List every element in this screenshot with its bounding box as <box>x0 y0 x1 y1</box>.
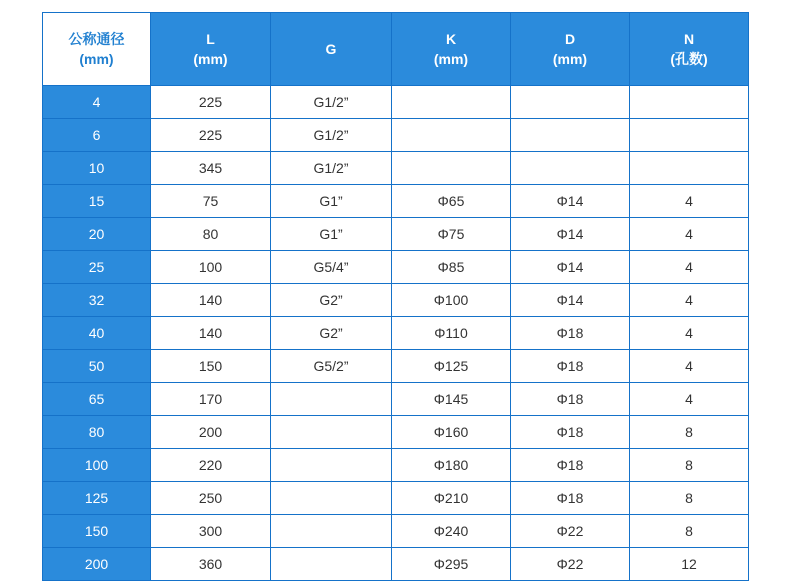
cell-text: Φ18 <box>556 457 584 473</box>
cell-value <box>151 251 271 284</box>
cell-nominal-diameter <box>43 152 151 185</box>
cell-value <box>271 515 392 548</box>
cell-value <box>630 218 749 251</box>
column-header-nominal-diameter <box>43 13 151 86</box>
cell-text: 220 <box>198 457 223 473</box>
cell-nominal-diameter <box>43 218 151 251</box>
cell-value <box>151 383 271 416</box>
cell-value <box>630 548 749 581</box>
cell-value <box>511 251 630 284</box>
cell-text: 4 <box>685 391 693 407</box>
table-row <box>43 383 749 416</box>
cell-value <box>392 86 511 119</box>
cell-text: 4 <box>685 226 693 242</box>
column-header-k <box>392 13 511 86</box>
cell-value <box>392 416 511 449</box>
cell-text: G1” <box>319 226 343 242</box>
table-row <box>43 515 749 548</box>
cell-text: 40 <box>88 325 105 341</box>
cell-nominal-diameter <box>43 350 151 383</box>
cell-nominal-diameter <box>43 416 151 449</box>
cell-text: 8 <box>685 424 693 440</box>
cell-value <box>392 284 511 317</box>
cell-text: 360 <box>198 556 223 572</box>
table-row <box>43 185 749 218</box>
cell-value <box>271 119 392 152</box>
cell-value <box>630 251 749 284</box>
cell-value <box>271 86 392 119</box>
cell-value <box>151 317 271 350</box>
cell-text: G2” <box>319 325 343 341</box>
cell-text: 200 <box>198 424 223 440</box>
cell-value <box>151 185 271 218</box>
cell-value <box>392 350 511 383</box>
cell-value <box>630 383 749 416</box>
cell-value <box>271 416 392 449</box>
cell-value <box>630 185 749 218</box>
cell-value <box>511 449 630 482</box>
cell-text: Φ210 <box>433 490 469 506</box>
cell-text: 75 <box>202 193 219 209</box>
cell-value <box>151 218 271 251</box>
table-header <box>43 13 749 86</box>
cell-text: G1/2” <box>313 160 349 176</box>
cell-text: 65 <box>88 391 105 407</box>
cell-value <box>511 383 630 416</box>
cell-text: 4 <box>685 259 693 275</box>
cell-text: 300 <box>198 523 223 539</box>
cell-text: 25 <box>88 259 105 275</box>
cell-value <box>392 482 511 515</box>
cell-text: 150 <box>198 358 223 374</box>
cell-value <box>151 284 271 317</box>
cell-text: 10 <box>88 160 105 176</box>
cell-text: Φ75 <box>437 226 465 242</box>
cell-nominal-diameter <box>43 482 151 515</box>
column-header-l-label: L <box>206 30 215 47</box>
cell-text: 140 <box>198 325 223 341</box>
cell-text: G5/4” <box>313 259 349 275</box>
cell-text: 225 <box>198 127 223 143</box>
cell-text: G1/2” <box>313 94 349 110</box>
cell-text: Φ18 <box>556 424 584 440</box>
table-row <box>43 251 749 284</box>
cell-value <box>151 449 271 482</box>
cell-text: G1/2” <box>313 127 349 143</box>
cell-text: Φ295 <box>433 556 469 572</box>
column-header-nominal-diameter-unit: (mm) <box>79 51 114 67</box>
cell-text: Φ85 <box>437 259 465 275</box>
cell-text: 250 <box>198 490 223 506</box>
cell-text: Φ180 <box>433 457 469 473</box>
cell-text: 4 <box>685 358 693 374</box>
cell-value <box>271 152 392 185</box>
cell-value <box>511 218 630 251</box>
cell-value <box>271 548 392 581</box>
cell-nominal-diameter <box>43 383 151 416</box>
cell-text: Φ110 <box>434 325 468 341</box>
cell-text: 4 <box>92 94 101 110</box>
cell-value <box>271 449 392 482</box>
table-row <box>43 284 749 317</box>
table-row <box>43 350 749 383</box>
column-header-k-unit: (mm) <box>433 51 469 67</box>
cell-value <box>392 251 511 284</box>
column-header-l <box>151 13 271 86</box>
column-header-k-label: K <box>445 30 457 47</box>
cell-value <box>392 218 511 251</box>
cell-text: 125 <box>84 490 109 506</box>
table-row <box>43 482 749 515</box>
cell-value <box>511 482 630 515</box>
cell-text: Φ18 <box>556 391 584 407</box>
cell-text: 8 <box>685 523 693 539</box>
cell-value <box>392 449 511 482</box>
cell-nominal-diameter <box>43 548 151 581</box>
cell-value <box>151 119 271 152</box>
cell-value <box>392 119 511 152</box>
cell-value <box>511 317 630 350</box>
cell-text: 20 <box>88 226 105 242</box>
cell-value <box>630 350 749 383</box>
column-header-d-label: D <box>564 30 576 47</box>
cell-text: Φ14 <box>556 259 584 275</box>
cell-text: Φ65 <box>437 193 465 209</box>
cell-value <box>511 284 630 317</box>
cell-text: Φ145 <box>433 391 469 407</box>
cell-text: 4 <box>685 292 693 308</box>
cell-value <box>392 515 511 548</box>
cell-text: Φ14 <box>556 193 584 209</box>
cell-text: 100 <box>84 457 109 473</box>
cell-value <box>271 218 392 251</box>
cell-text: 6 <box>92 127 101 143</box>
cell-nominal-diameter <box>43 86 151 119</box>
table-row <box>43 416 749 449</box>
cell-value <box>151 152 271 185</box>
cell-value <box>271 383 392 416</box>
column-header-l-unit: (mm) <box>193 51 228 67</box>
cell-text: 50 <box>88 358 105 374</box>
column-header-g <box>271 13 392 86</box>
cell-text: 12 <box>681 556 697 572</box>
cell-text: 225 <box>198 94 223 110</box>
cell-value <box>511 515 630 548</box>
column-header-d <box>511 13 630 86</box>
cell-value <box>271 284 392 317</box>
cell-text: 8 <box>685 457 693 473</box>
table-row <box>43 152 749 185</box>
cell-value <box>511 86 630 119</box>
cell-value <box>630 482 749 515</box>
cell-value <box>511 152 630 185</box>
table-header-row <box>43 13 749 86</box>
cell-value <box>271 185 392 218</box>
table-row <box>43 218 749 251</box>
cell-nominal-diameter <box>43 515 151 548</box>
cell-text: Φ18 <box>556 358 584 374</box>
cell-text: G1” <box>319 193 343 209</box>
cell-value <box>630 416 749 449</box>
column-header-g-label: G <box>325 40 337 57</box>
cell-value <box>630 284 749 317</box>
cell-text: 150 <box>84 523 109 539</box>
cell-value <box>151 515 271 548</box>
cell-text: 345 <box>198 160 223 176</box>
cell-value <box>271 251 392 284</box>
cell-nominal-diameter <box>43 119 151 152</box>
cell-value <box>630 119 749 152</box>
cell-text: Φ240 <box>433 523 469 539</box>
cell-text: G5/2” <box>313 358 349 374</box>
cell-text: 4 <box>685 325 693 341</box>
cell-value <box>511 350 630 383</box>
cell-value <box>151 416 271 449</box>
cell-value <box>392 185 511 218</box>
cell-text: 170 <box>198 391 223 407</box>
cell-text: 32 <box>88 292 105 308</box>
cell-text: 80 <box>88 424 105 440</box>
table-row <box>43 317 749 350</box>
table-row <box>43 548 749 581</box>
column-header-d-unit: (mm) <box>552 51 588 67</box>
cell-nominal-diameter <box>43 185 151 218</box>
column-header-n <box>630 13 749 86</box>
cell-value <box>630 317 749 350</box>
cell-value <box>511 548 630 581</box>
specification-table <box>42 12 749 581</box>
cell-nominal-diameter <box>43 317 151 350</box>
cell-text: 80 <box>202 226 219 242</box>
cell-text: Φ22 <box>556 523 584 539</box>
cell-text: Φ14 <box>556 226 584 242</box>
cell-value <box>630 152 749 185</box>
cell-value <box>271 482 392 515</box>
cell-value <box>630 515 749 548</box>
cell-text: Φ125 <box>433 358 469 374</box>
column-header-nominal-diameter-label: 公称通径 <box>68 30 125 47</box>
cell-value <box>271 317 392 350</box>
cell-text: Φ100 <box>433 292 469 308</box>
cell-text: Φ14 <box>556 292 584 308</box>
cell-nominal-diameter <box>43 284 151 317</box>
cell-value <box>151 482 271 515</box>
cell-value <box>151 350 271 383</box>
table-row <box>43 119 749 152</box>
cell-nominal-diameter <box>43 251 151 284</box>
cell-value <box>511 185 630 218</box>
cell-text: G2” <box>319 292 343 308</box>
cell-value <box>511 416 630 449</box>
cell-value <box>271 350 392 383</box>
cell-value <box>151 86 271 119</box>
cell-text: Φ160 <box>433 424 469 440</box>
cell-value <box>630 86 749 119</box>
cell-value <box>392 383 511 416</box>
table-body <box>43 86 749 581</box>
column-header-n-unit: (孔数) <box>670 51 708 67</box>
cell-text: 140 <box>198 292 223 308</box>
cell-value <box>511 119 630 152</box>
cell-value <box>392 152 511 185</box>
cell-text: 4 <box>685 193 693 209</box>
table-row <box>43 449 749 482</box>
cell-value <box>392 317 511 350</box>
cell-text: Φ18 <box>556 325 584 341</box>
cell-value <box>392 548 511 581</box>
cell-text: 200 <box>84 556 109 572</box>
cell-text: Φ18 <box>556 490 584 506</box>
cell-text: 100 <box>198 259 223 275</box>
table-row <box>43 86 749 119</box>
cell-value <box>151 548 271 581</box>
cell-text: 8 <box>685 490 693 506</box>
cell-text: 15 <box>88 193 105 209</box>
cell-nominal-diameter <box>43 449 151 482</box>
column-header-n-label: N <box>683 30 695 47</box>
cell-text: Φ22 <box>556 556 584 572</box>
cell-value <box>630 449 749 482</box>
